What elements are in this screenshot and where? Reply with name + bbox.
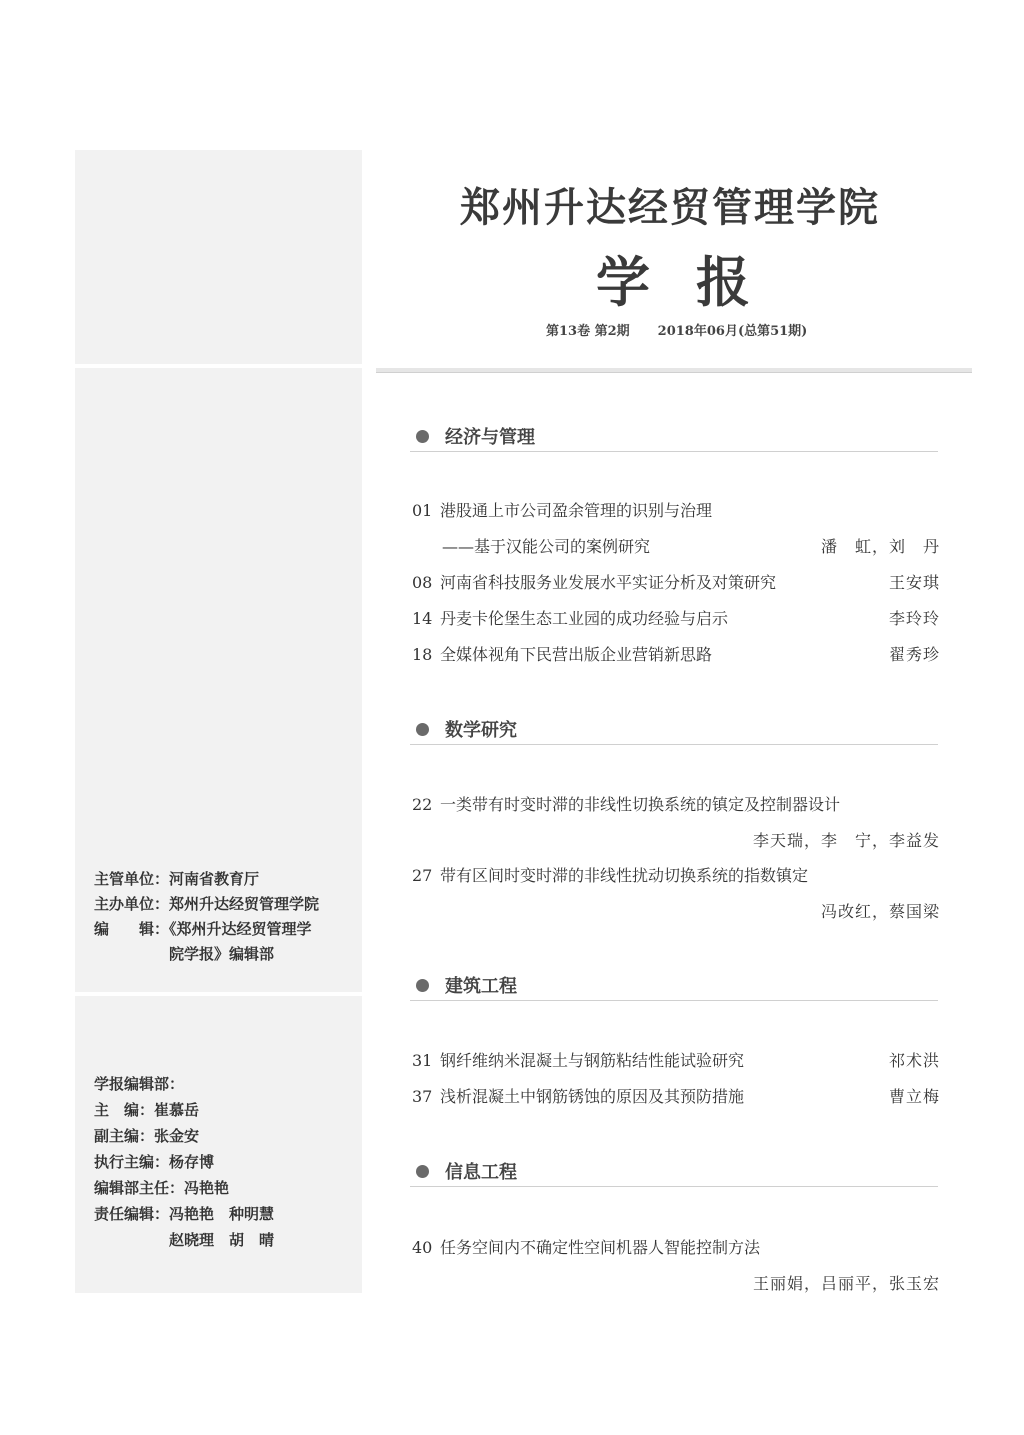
sponsor-info-line: 主办单位：郑州升达经贸管理学院 <box>94 895 320 913</box>
page-number: 31 <box>412 1051 433 1070</box>
section-heading <box>416 972 517 996</box>
article-title: 带有区间时变时滞的非线性扰动切换系统的指数镇定 <box>440 866 809 885</box>
article-title: 钢纤维纳米混凝土与钢筋粘结性能试验研究 <box>440 1051 745 1070</box>
article-entry[interactable] <box>412 644 940 666</box>
article-authors: 祁术洪 <box>888 1051 940 1070</box>
article-title: 一类带有时变时滞的非线性切换系统的镇定及控制器设计 <box>440 795 841 814</box>
bullet-icon <box>416 430 429 443</box>
sidebar-panel-top <box>75 150 362 364</box>
article-authors: 王安琪 <box>888 573 940 592</box>
article-authors: 曹立梅 <box>888 1087 940 1106</box>
section-title: 建筑工程 <box>445 976 517 997</box>
volume-issue: 第13卷 第2期 <box>546 324 630 339</box>
article-entry[interactable] <box>412 1050 940 1072</box>
editorial-staff-line: 责任编辑：冯艳艳 种明慧 <box>94 1205 275 1223</box>
page-number: 14 <box>412 609 433 628</box>
bullet-icon <box>416 723 429 736</box>
page-number: 37 <box>412 1087 433 1106</box>
editorial-staff-line: 副主编：张金安 <box>94 1127 200 1145</box>
article-title: 任务空间内不确定性空间机器人智能控制方法 <box>440 1238 761 1257</box>
bullet-icon <box>416 979 429 992</box>
editorial-staff-line: 赵晓理 胡 晴 <box>94 1231 275 1249</box>
article-title: 浅析混凝土中钢筋锈蚀的原因及其预防措施 <box>440 1087 745 1106</box>
issue-line <box>546 320 807 339</box>
section-divider <box>410 1186 938 1187</box>
page-number: 27 <box>412 866 433 885</box>
article-authors: 李天瑞，李 宁，李益发 <box>752 831 940 850</box>
article-entry[interactable] <box>412 794 940 816</box>
article-title: 河南省科技服务业发展水平实证分析及对策研究 <box>440 573 777 592</box>
page-number: 40 <box>412 1238 433 1257</box>
article-entry[interactable] <box>412 500 940 522</box>
page-number: 01 <box>412 501 433 520</box>
article-entry-continued <box>412 536 940 558</box>
article-subtitle: ——基于汉能公司的案例研究 <box>442 537 651 556</box>
section-heading <box>416 423 535 447</box>
article-authors: 翟秀珍 <box>888 645 940 664</box>
sponsor-info-line: 编 辑：《郑州升达经贸管理学 <box>94 920 312 938</box>
page-number: 18 <box>412 645 433 664</box>
article-authors: 李玲玲 <box>888 609 940 628</box>
sponsor-info-line: 主管单位：河南省教育厅 <box>94 870 260 888</box>
journal-subtitle: 学报 <box>596 250 796 314</box>
sponsor-info-line: 院学报》编辑部 <box>94 945 275 963</box>
editorial-staff-line: 执行主编：杨存博 <box>94 1153 215 1171</box>
masthead-divider <box>376 368 972 373</box>
journal-name: 郑州升达经贸管理学院 <box>460 184 880 231</box>
page-number: 22 <box>412 795 433 814</box>
article-entry[interactable] <box>412 1086 940 1108</box>
section-title: 经济与管理 <box>445 427 535 448</box>
article-title: 港股通上市公司盈余管理的识别与治理 <box>440 501 713 520</box>
article-authors: 王丽娟，吕丽平，张玉宏 <box>752 1274 940 1293</box>
bullet-icon <box>416 1165 429 1178</box>
editorial-staff-line: 学报编辑部： <box>94 1075 185 1093</box>
section-divider <box>410 451 938 452</box>
article-entry[interactable] <box>412 1237 940 1259</box>
editorial-staff-line: 编辑部主任：冯艳艳 <box>94 1179 230 1197</box>
article-authors: 潘 虹，刘 丹 <box>820 537 940 556</box>
issue-date: 2018年06月(总第51期) <box>657 324 808 339</box>
article-entry[interactable] <box>412 572 940 594</box>
section-heading <box>416 1158 517 1182</box>
section-title: 数学研究 <box>445 720 517 741</box>
editorial-staff-line: 主 编：崔慕岳 <box>94 1101 200 1119</box>
article-title: 全媒体视角下民营出版企业营销新思路 <box>440 645 713 664</box>
section-heading <box>416 716 517 740</box>
section-divider <box>410 744 938 745</box>
article-title: 丹麦卡伦堡生态工业园的成功经验与启示 <box>440 609 729 628</box>
section-title: 信息工程 <box>445 1162 517 1183</box>
article-entry[interactable] <box>412 608 940 630</box>
page-number: 08 <box>412 573 433 592</box>
article-authors: 冯改红，蔡国梁 <box>820 902 940 921</box>
article-entry[interactable] <box>412 865 940 887</box>
section-divider <box>410 1000 938 1001</box>
